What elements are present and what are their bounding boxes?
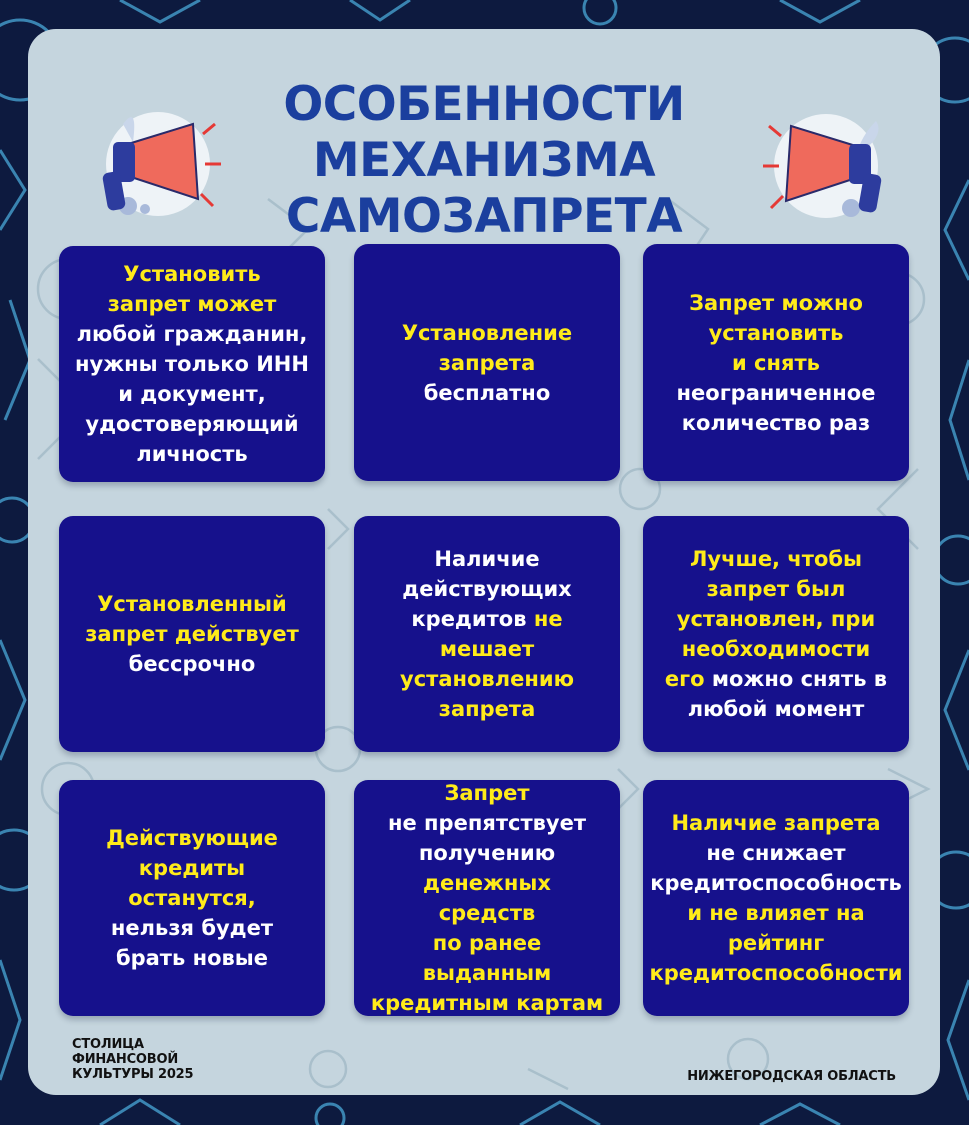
body-text: не снижает bbox=[706, 841, 846, 865]
highlight-text: Установленный bbox=[97, 592, 287, 616]
card-line bbox=[371, 958, 603, 988]
feature-card bbox=[643, 516, 909, 752]
highlight-text: и не влияет на bbox=[687, 901, 865, 925]
highlight-text: рейтинг bbox=[727, 931, 825, 955]
body-text: неограниченное bbox=[676, 380, 876, 405]
card-line bbox=[402, 318, 572, 348]
body-text: кредитов bbox=[411, 607, 534, 631]
card-line bbox=[665, 544, 887, 574]
body-text: действующих bbox=[402, 577, 572, 601]
card-line bbox=[85, 649, 299, 679]
feature-card bbox=[643, 780, 909, 1016]
title-line-2: САМОЗАПРЕТА bbox=[285, 189, 683, 244]
card-line bbox=[400, 694, 574, 724]
feature-card bbox=[354, 516, 620, 752]
highlight-text: Наличие запрета bbox=[671, 811, 881, 835]
card-line bbox=[75, 439, 309, 469]
card-line bbox=[650, 958, 903, 988]
card-line bbox=[400, 574, 574, 604]
card-line bbox=[677, 288, 876, 318]
region-footer-right: НИЖЕГОРОДСКАЯ ОБЛАСТЬ bbox=[687, 1069, 896, 1084]
card-line bbox=[400, 544, 574, 574]
highlight-text: кредитоспособности bbox=[649, 961, 903, 985]
highlight-text: запрета bbox=[438, 350, 536, 375]
body-text: бессрочно bbox=[128, 652, 256, 676]
body-text: кредитоспособность bbox=[650, 871, 902, 895]
card-line bbox=[75, 259, 309, 289]
feature-card bbox=[354, 780, 620, 1016]
body-text: любой гражданин, bbox=[76, 322, 308, 346]
card-line bbox=[677, 348, 876, 378]
card-line bbox=[402, 378, 572, 408]
card-line bbox=[665, 694, 887, 724]
footer-left-line: СТОЛИЦА bbox=[72, 1037, 144, 1052]
highlight-text: кредитным картам bbox=[370, 991, 604, 1015]
card-line bbox=[650, 928, 903, 958]
highlight-text: Запрет bbox=[444, 781, 530, 805]
brand-footer-left bbox=[72, 1037, 193, 1082]
card-line bbox=[371, 898, 603, 928]
card-text bbox=[665, 544, 887, 724]
highlight-text: средств bbox=[438, 901, 536, 925]
card-line bbox=[650, 808, 903, 838]
card-line bbox=[665, 574, 887, 604]
megaphone-icon bbox=[756, 96, 901, 221]
card-line bbox=[75, 319, 309, 349]
highlight-text: установлен, при bbox=[676, 607, 876, 631]
highlight-text: Действующие bbox=[106, 826, 278, 850]
highlight-text: установить bbox=[708, 320, 844, 345]
title-line-1: ОСОБЕННОСТИ МЕХАНИЗМА bbox=[283, 77, 685, 188]
highlight-text: Установление bbox=[401, 320, 573, 345]
card-text bbox=[106, 823, 278, 973]
highlight-text: по ранее bbox=[432, 931, 542, 955]
card-text bbox=[75, 259, 309, 469]
highlight-text: Лучше, чтобы bbox=[689, 547, 863, 571]
card-line bbox=[85, 619, 299, 649]
content-panel bbox=[28, 29, 940, 1095]
highlight-text: его bbox=[664, 667, 712, 691]
highlight-text: установлению bbox=[400, 667, 574, 691]
card-line bbox=[75, 409, 309, 439]
highlight-text: выданным bbox=[422, 961, 552, 985]
card-text bbox=[402, 318, 572, 408]
feature-card bbox=[354, 244, 620, 481]
card-line bbox=[402, 348, 572, 378]
card-line bbox=[650, 838, 903, 868]
card-line bbox=[677, 378, 876, 408]
footer-left-line: КУЛЬТУРЫ 2025 bbox=[72, 1067, 194, 1082]
card-line bbox=[371, 808, 603, 838]
card-line bbox=[665, 664, 887, 694]
body-text: личность bbox=[136, 442, 248, 466]
megaphone-icon bbox=[83, 94, 228, 219]
feature-card bbox=[59, 780, 325, 1016]
card-line bbox=[106, 823, 278, 853]
card-line bbox=[650, 868, 903, 898]
card-line bbox=[650, 898, 903, 928]
card-line bbox=[371, 988, 603, 1018]
card-line bbox=[677, 318, 876, 348]
highlight-text: Запрет можно bbox=[689, 290, 863, 315]
footer-left-line: ФИНАНСОВОЙ bbox=[72, 1052, 179, 1067]
highlight-text: останутся, bbox=[128, 886, 256, 910]
card-line bbox=[371, 838, 603, 868]
card-line bbox=[400, 604, 574, 634]
body-text: нельзя будет bbox=[110, 916, 274, 940]
card-text bbox=[677, 288, 876, 438]
page-title bbox=[128, 77, 840, 245]
highlight-text: запрет действует bbox=[85, 622, 299, 646]
body-text: удостоверяющий bbox=[85, 412, 299, 436]
highlight-text: и снять bbox=[732, 350, 820, 375]
card-line bbox=[106, 913, 278, 943]
body-text: бесплатно bbox=[423, 380, 551, 405]
highlight-text: Установить bbox=[123, 262, 261, 286]
card-line bbox=[85, 589, 299, 619]
feature-card bbox=[643, 244, 909, 481]
card-line bbox=[75, 379, 309, 409]
body-text: получению bbox=[418, 841, 556, 865]
card-text bbox=[371, 778, 603, 1018]
card-line bbox=[106, 943, 278, 973]
highlight-text: денежных bbox=[423, 871, 551, 895]
highlight-text: кредиты bbox=[138, 856, 246, 880]
body-text: любой момент bbox=[687, 697, 865, 721]
body-text: количество раз bbox=[681, 410, 871, 435]
card-line bbox=[677, 408, 876, 438]
body-text: брать новые bbox=[115, 946, 269, 970]
body-text: Наличие bbox=[434, 547, 540, 571]
highlight-text: запрета bbox=[438, 697, 536, 721]
highlight-text: запрет был bbox=[706, 577, 846, 601]
card-line bbox=[371, 778, 603, 808]
card-line bbox=[665, 604, 887, 634]
card-line bbox=[371, 868, 603, 898]
highlight-text: не bbox=[533, 607, 563, 631]
highlight-text: мешает bbox=[439, 637, 535, 661]
card-line bbox=[400, 664, 574, 694]
card-line bbox=[75, 349, 309, 379]
body-text: и документ, bbox=[118, 382, 266, 406]
card-line bbox=[106, 853, 278, 883]
feature-card bbox=[59, 516, 325, 752]
body-text: можно снять в bbox=[711, 667, 888, 691]
card-line bbox=[665, 634, 887, 664]
highlight-text: необходимости bbox=[681, 637, 871, 661]
feature-card bbox=[59, 246, 325, 482]
body-text: не препятствует bbox=[387, 811, 587, 835]
highlight-text: запрет может bbox=[107, 292, 277, 316]
card-line bbox=[400, 634, 574, 664]
card-line bbox=[106, 883, 278, 913]
card-text bbox=[85, 589, 299, 679]
body-text: нужны только ИНН bbox=[75, 352, 309, 376]
card-text bbox=[400, 544, 574, 724]
card-line bbox=[371, 928, 603, 958]
card-text bbox=[650, 808, 903, 988]
card-line bbox=[75, 289, 309, 319]
